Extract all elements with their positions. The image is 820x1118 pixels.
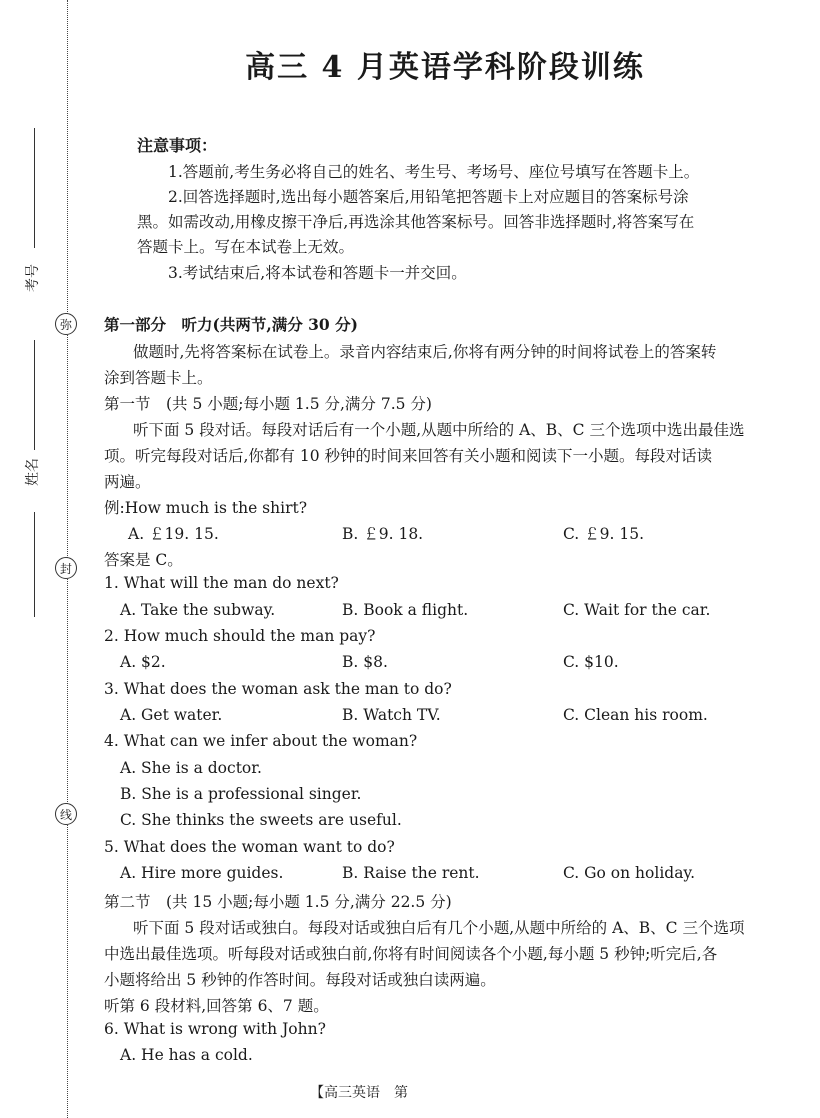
notice-item-3: 3.考试结束后,将本试卷和答题卡一并交回。 bbox=[168, 264, 467, 282]
exam-no-label: 考号 bbox=[25, 264, 41, 292]
q1-option-c: C. Wait for the car. bbox=[563, 601, 711, 619]
q3-option-c: C. Clean his room. bbox=[563, 706, 708, 724]
q3-option-b: B. Watch TV. bbox=[342, 706, 441, 724]
q1-option-a: A. Take the subway. bbox=[120, 601, 276, 619]
q4-option-b: B. She is a professional singer. bbox=[120, 785, 362, 803]
example-option-b: B. ￡9. 18. bbox=[342, 525, 424, 543]
question-6: 6. What is wrong with John? bbox=[104, 1020, 326, 1038]
q2-option-a: A. $2. bbox=[120, 653, 166, 671]
example-option-c: C. ￡9. 15. bbox=[563, 525, 645, 543]
example-option-a: A. ￡19. 15. bbox=[128, 525, 219, 543]
example-question: 例:How much is the shirt? bbox=[104, 499, 308, 517]
section1-intro-c: 两遍。 bbox=[104, 473, 151, 491]
q4-option-a: A. She is a doctor. bbox=[120, 759, 262, 777]
example-answer: 答案是 C。 bbox=[104, 551, 183, 569]
q3-option-a: A. Get water. bbox=[120, 706, 223, 724]
section2-heading: 第二节 (共 15 小题;每小题 1.5 分,满分 22.5 分) bbox=[104, 893, 452, 911]
section2-intro-c: 小题将给出 5 秒钟的作答时间。每段对话或独白读两遍。 bbox=[104, 971, 496, 989]
page-footer: 【高三英语 第 bbox=[310, 1085, 408, 1101]
q4-option-c: C. She thinks the sweets are useful. bbox=[120, 811, 402, 829]
q5-option-b: B. Raise the rent. bbox=[342, 864, 480, 882]
seal-circle-xian: 线 bbox=[55, 803, 77, 825]
q5-option-a: A. Hire more guides. bbox=[120, 864, 284, 882]
name-label: 姓名 bbox=[25, 458, 41, 486]
question-1: 1. What will the man do next? bbox=[104, 574, 339, 592]
material-6-instruction: 听第 6 段材料,回答第 6、7 题。 bbox=[104, 997, 329, 1015]
section2-intro-b: 中选出最佳选项。听每段对话或独白前,你将有时间阅读各个小题,每小题 5 秒钟;听完后,各 bbox=[104, 945, 718, 963]
question-5: 5. What does the woman want to do? bbox=[104, 838, 395, 856]
section1-intro-b: 项。听完每段对话后,你都有 10 秒钟的时间来回答有关小题和阅读下一小题。每段对话读 bbox=[104, 447, 713, 465]
question-4: 4. What can we infer about the woman? bbox=[104, 732, 418, 750]
notice-item-2a: 2.回答选择题时,选出每小题答案后,用铅笔把答题卡上对应题目的答案标号涂 bbox=[168, 188, 689, 206]
q2-option-c: C. $10. bbox=[563, 653, 619, 671]
question-3: 3. What does the woman ask the man to do? bbox=[104, 680, 452, 698]
q5-option-c: C. Go on holiday. bbox=[563, 864, 696, 882]
section1-heading: 第一节 (共 5 小题;每小题 1.5 分,满分 7.5 分) bbox=[104, 395, 432, 413]
notice-heading: 注意事项： bbox=[137, 136, 218, 155]
part1-heading: 第一部分 听力(共两节,满分 30 分) bbox=[104, 315, 358, 334]
margin-write-line bbox=[34, 512, 35, 617]
seal-circle-mi: 弥 bbox=[55, 313, 77, 335]
seal-circle-feng: 封 bbox=[55, 557, 77, 579]
notice-item-1: 1.答题前,考生务必将自己的姓名、考生号、考场号、座位号填写在答题卡上。 bbox=[168, 163, 700, 181]
section1-intro-a: 听下面 5 段对话。每段对话后有一个小题,从题中所给的 A、B、C 三个选项中选出最佳选 bbox=[133, 421, 745, 439]
section2-intro-a: 听下面 5 段对话或独白。每段对话或独白后有几个小题,从题中所给的 A、B、C 三个选项 bbox=[133, 919, 745, 937]
question-2: 2. How much should the man pay? bbox=[104, 627, 376, 645]
part1-intro-b: 涂到答题卡上。 bbox=[104, 369, 213, 387]
part1-intro-a: 做题时,先将答案标在试卷上。录音内容结束后,你将有两分钟的时间将试卷上的答案转 bbox=[133, 343, 717, 361]
notice-item-2b: 黑。如需改动,用橡皮擦干净后,再选涂其他答案标号。回答非选择题时,将答案写在 bbox=[137, 213, 695, 231]
notice-item-2c: 答题卡上。写在本试卷上无效。 bbox=[137, 238, 355, 256]
exam-no-write-line bbox=[34, 128, 35, 248]
page-title: 高三 4 月英语学科阶段训练 bbox=[245, 50, 645, 85]
q6-option-a: A. He has a cold. bbox=[120, 1046, 253, 1064]
name-write-line bbox=[34, 340, 35, 450]
q2-option-b: B. $8. bbox=[342, 653, 388, 671]
q1-option-b: B. Book a flight. bbox=[342, 601, 469, 619]
